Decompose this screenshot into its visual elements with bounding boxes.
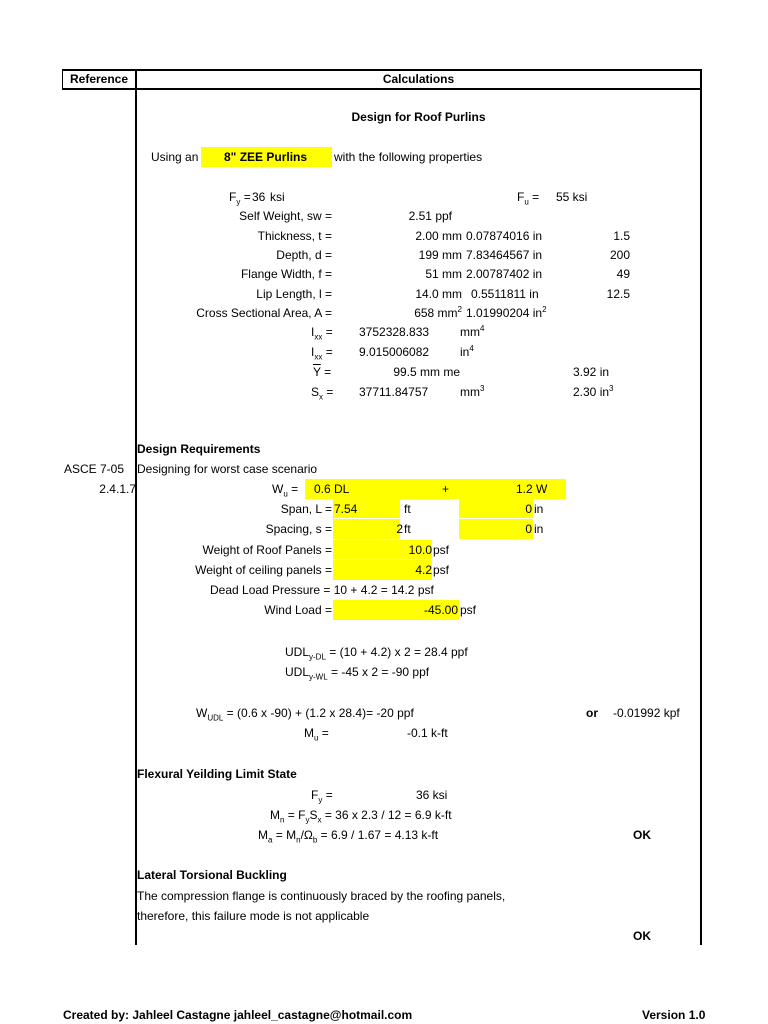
flexural-fy-label: $F_y$ = [311, 788, 333, 805]
ceiling-panels-value: 4.2 [415, 563, 432, 577]
ixx-value: 3752328.833 [359, 325, 430, 339]
mn-equation: $M_n = F_yS_x = 36$ x 2.3 / 12 = 6.9 k-ft [270, 808, 452, 825]
fu-value: 55 ksi [556, 190, 588, 204]
span-in-value: 0 [525, 502, 532, 516]
ltb-line-2: therefore, this failure mode is not applicable [137, 909, 370, 923]
self-weight-label: Self Weight, sw = [239, 209, 332, 223]
footer-version: Version 1.0 [642, 1008, 706, 1022]
calculations-header: Calculations [382, 72, 455, 86]
span-label: Span, L = [280, 502, 332, 516]
area-label: Cross Sectional Area, A = [196, 306, 332, 320]
thickness-mm: 2.00 mm [415, 229, 462, 243]
sx-in: 2.30 $in^3$ [573, 384, 614, 399]
sx-unit: $mm^3$ [460, 384, 485, 399]
self-weight-value: 2.51 ppf [408, 209, 452, 223]
using-suffix: with the following properties [334, 150, 483, 164]
wu-wind: 1.2 W [516, 482, 548, 496]
ma-equation: $M_a = M_n/\Omega_b = 6.9 / 1.67 = 4.13$ k-ft [258, 828, 439, 845]
thickness-label: Thickness, t = [257, 229, 332, 243]
thickness-x: 1.5 [613, 229, 630, 243]
wudl-kpf: -0.01992 kpf [613, 706, 680, 720]
reference-asce: ASCE 7-05 [64, 462, 125, 476]
area-mm: 658 $mm^2$ [414, 305, 462, 320]
ybar-in: 3.92 in [573, 365, 610, 379]
spacing-in-unit: in [534, 522, 544, 536]
wu-plus: + [442, 482, 450, 496]
spacing-in-value: 0 [525, 522, 532, 536]
ixx-in-value: 9.015006082 [359, 345, 430, 359]
ltb-line-1: The compression flange is continuously braced by the roofing panels, [137, 889, 506, 903]
ixx-in-label: $I_{xx}$ = [311, 345, 333, 362]
fy-unit: ksi [270, 190, 285, 204]
ceiling-panels-label: Weight of ceiling panels = [195, 563, 332, 577]
depth-mm: 199 mm [418, 248, 462, 262]
flexural-ok: OK [633, 828, 651, 842]
thickness-in: 0.07874016 in [466, 229, 543, 243]
lip-in: 0.5511811 in [471, 287, 539, 301]
area-in: 1.01990204 $in^2$ [466, 305, 547, 320]
depth-x: 200 [609, 248, 630, 262]
flange-label: Flange Width, f = [240, 267, 332, 281]
udl-dead-load: $UDL_{y-DL} = (10 + 4.2)$ x 2 = 28.4 ppf [285, 645, 468, 662]
span-in-unit: in [534, 502, 544, 516]
fy-value: 36 [252, 190, 266, 204]
mu-value: -0.1 k-ft [407, 726, 448, 740]
page-title: Design for Roof Purlins [351, 110, 486, 124]
wu-label: $W_u$ = [272, 482, 299, 499]
udl-wind-load: $UDL_{y-WL} = -45$ x 2 = -90 ppf [285, 665, 430, 682]
purlin-type: 8" ZEE Purlins [224, 150, 308, 164]
sx-label: $S_x$ = [311, 385, 334, 402]
ixx-label: $I_{xx}$ = [311, 325, 333, 342]
spacing-label: Spacing, s = [265, 522, 332, 536]
ybar-label: $\overline{Y}$ = [313, 365, 332, 379]
span-value: 7.54 [334, 502, 358, 516]
flange-mm: 51 mm [425, 267, 462, 281]
flexural-heading: Flexural Yeilding Limit State [137, 767, 297, 781]
roof-panels-label: Weight of Roof Panels = [202, 543, 332, 557]
depth-in: 7.83464567 in [466, 248, 543, 262]
wu-dead-load: 0.6 DL [314, 482, 350, 496]
flexural-fy-value: 36 ksi [416, 788, 448, 802]
ceiling-panels-unit: psf [433, 563, 450, 577]
depth-label: Depth, d = [276, 248, 332, 262]
ybar-value: 99.5 mm me [393, 365, 460, 379]
lip-label: Lip Length, l = [256, 287, 332, 301]
flange-x: 49 [616, 267, 630, 281]
reference-section: 2.4.1.7 [99, 482, 136, 496]
design-heading: Design Requirements [137, 442, 261, 456]
design-scenario: Designing for worst case scenario [137, 462, 318, 476]
mu-label: $M_u$ = [304, 726, 329, 743]
sx-value: 37711.84757 [359, 385, 429, 399]
wind-load-value: -45.00 [423, 603, 458, 617]
fu-label: $F_u$ = [517, 190, 540, 207]
wind-load-label: Wind Load = [264, 603, 332, 617]
lip-x: 12.5 [606, 287, 630, 301]
roof-panels-value: 10.0 [408, 543, 432, 557]
ixx-in-unit: $in^4$ [460, 344, 474, 359]
table-right-border [700, 69, 702, 945]
footer-created-by: Created by: Jahleel Castagne jahleel_castagne@hotmail.com [63, 1008, 413, 1022]
ltb-heading: Lateral Torsional Buckling [137, 868, 287, 882]
flange-in: 2.00787402 in [466, 267, 543, 281]
span-unit: ft [404, 502, 411, 516]
header-bottom-border [62, 88, 702, 90]
dead-load-pressure: Dead Load Pressure = 10 + 4.2 = 14.2 psf [210, 583, 434, 597]
ixx-unit: $mm^4$ [460, 324, 485, 339]
lip-mm: 14.0 mm [415, 287, 462, 301]
wudl-equation: $W_{UDL} = (0.6$ x -90) + (1.2 x 28.4)= -20 ppf [196, 706, 414, 723]
using-prefix: Using an [151, 150, 199, 164]
spacing-unit: ft [404, 522, 411, 536]
reference-header: Reference [69, 72, 129, 86]
or-label: or [586, 706, 598, 720]
fy-label: $F_y$ = [229, 190, 251, 207]
wind-load-unit: psf [460, 603, 477, 617]
spacing-value: 2 [396, 522, 403, 536]
ltb-ok: OK [633, 929, 651, 943]
column-divider [135, 69, 137, 945]
roof-panels-unit: psf [433, 543, 450, 557]
